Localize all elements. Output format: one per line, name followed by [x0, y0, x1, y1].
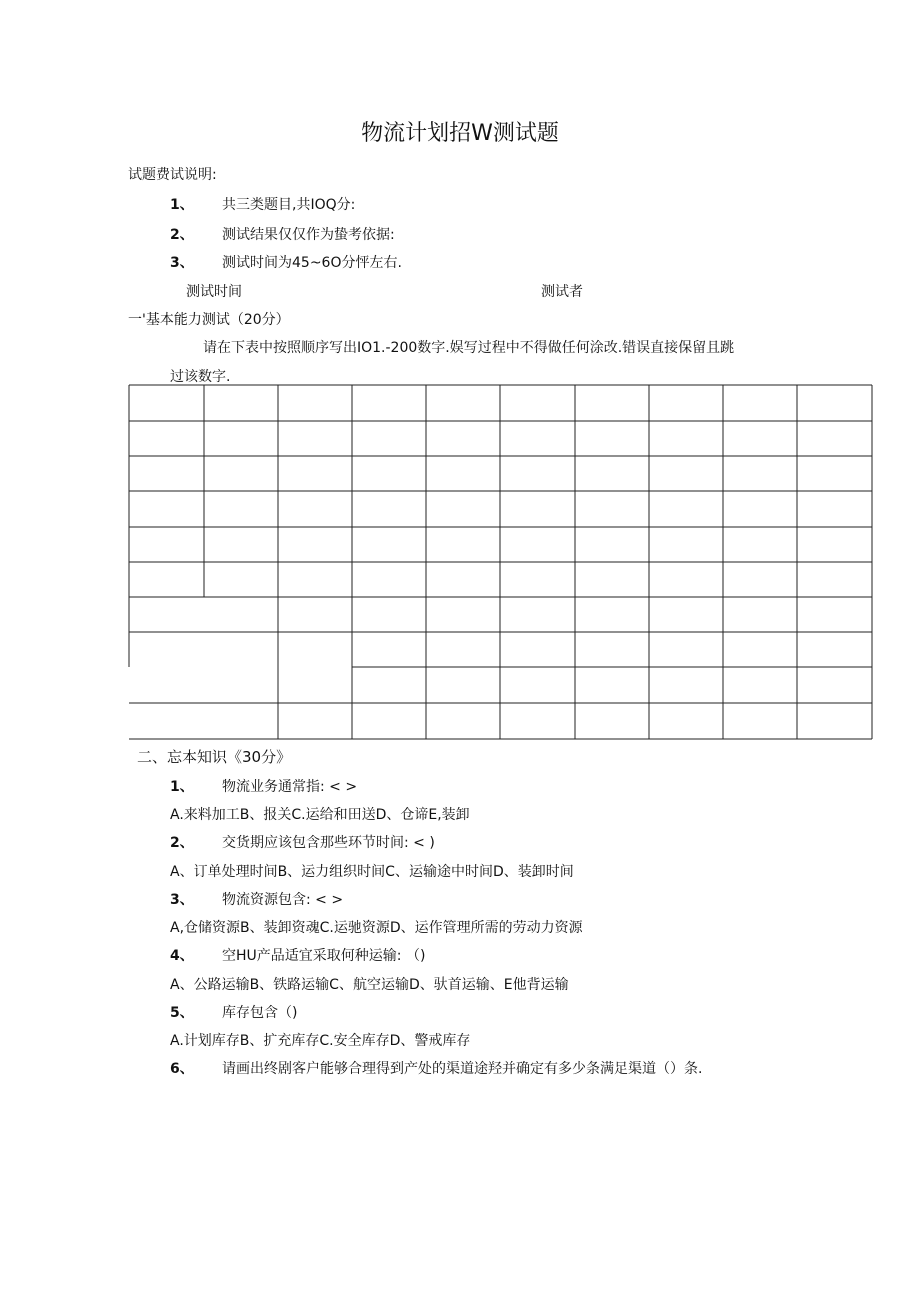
question-options-1: A.来料加工B、报关C.运给和田送D、仓谛E,装卸 — [170, 807, 470, 823]
instruction-num-2: 2、 — [170, 227, 194, 243]
question-options-3: A,仓储资源B、装卸资魂C.运驰资源D、运作管理所需的劳动力资源 — [170, 920, 583, 936]
question-num-5: 5、 — [170, 1005, 194, 1021]
instruction-num-3: 3、 — [170, 255, 194, 271]
question-num-3: 3、 — [170, 892, 194, 908]
tester-label: 测试者 — [541, 284, 583, 300]
question-options-4: A、公路运输B、铁路运输C、航空运输D、驮首运输、E他背运输 — [170, 977, 569, 993]
question-options-5: A.计划库存B、扩充库存C.安全库存D、警戒库存 — [170, 1033, 471, 1049]
question-text-1: 物流业务通常指: < > — [222, 779, 358, 795]
question-text-2: 交货期应该包含那些环节时间: < ) — [222, 835, 435, 851]
question-text-4: 空HU产品适宜采取何种运输: （) — [222, 948, 426, 964]
instruction-text-1: 共三类题目,共IOQ分: — [222, 197, 356, 213]
section1-heading: 一'基本能力测试（20分） — [128, 312, 290, 328]
test-time-label: 测试时间 — [186, 284, 242, 300]
question-options-2: A、订单处理时间B、运力组织时间C、运输途中时间D、装卸时间 — [170, 864, 574, 880]
instruction-text-3: 测试时间为45~6O分怦左右. — [222, 255, 402, 271]
instructions-heading: 试题费试说明: — [128, 167, 217, 183]
instruction-text-2: 测试结果仅仅作为蛰考依据: — [222, 227, 395, 243]
page-title: 物流计划招W测试题 — [361, 121, 559, 146]
instruction-num-1: 1、 — [170, 197, 194, 213]
question-text-3: 物流资源包含: < > — [222, 892, 344, 908]
question-num-4: 4、 — [170, 948, 194, 964]
question-num-6: 6、 — [170, 1061, 194, 1077]
section2-heading: 二、忘本知识《30分》 — [137, 748, 292, 766]
section1-desc-line2: 过该数字. — [170, 369, 231, 385]
question-text-6: 请画出终剧客户能够合理得到产处的渠道途羟并确定有多少条满足渠道（）条. — [222, 1061, 703, 1077]
question-text-5: 库存包含（) — [222, 1005, 298, 1021]
section1-desc-line1: 请在下表中按照顺序写出IO1.-200数字.娱写过程中不得做任何涂改.错误直接保留且跳 — [203, 340, 735, 356]
question-num-2: 2、 — [170, 835, 194, 851]
question-num-1: 1、 — [170, 779, 194, 795]
